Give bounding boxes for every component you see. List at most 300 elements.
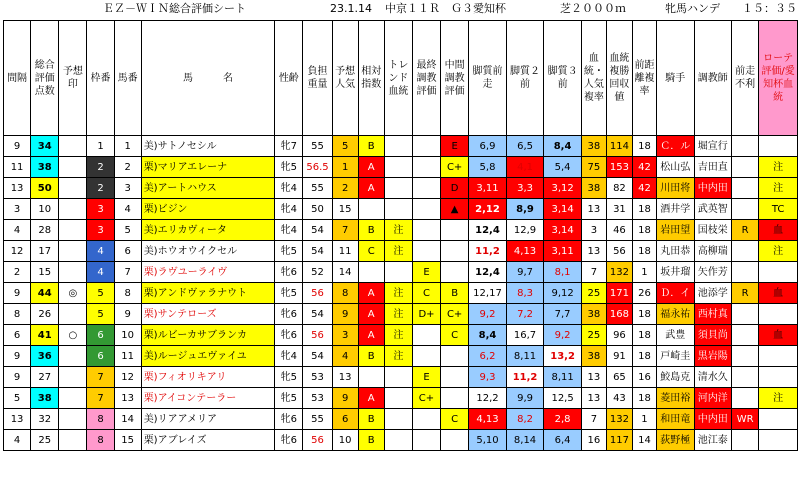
cell-umaban: 5 [114, 220, 141, 241]
cell-trainer: 武英智 [694, 199, 732, 220]
cell-horse: 美)ホウオウイクセル [141, 241, 275, 262]
cell-mark [59, 220, 87, 241]
cell-sexage: 牝4 [275, 199, 303, 220]
cell-rotation [759, 262, 798, 283]
cell-jockey: Ｄ．イ [656, 283, 694, 304]
cell-prev-dist: 18 [632, 199, 656, 220]
cell-blood-ret: 171 [606, 283, 632, 304]
cell-blood-pop: 7 [581, 262, 606, 283]
cell-leg-3: 13,2 [544, 346, 582, 367]
cell-sexage: 牝6 [275, 262, 303, 283]
cell-leg-3: 8,11 [544, 367, 582, 388]
cell-trainer: 河内洋 [694, 388, 732, 409]
cell-rel: A [358, 325, 384, 346]
cell-disadv: R [732, 283, 759, 304]
cell-horse: 栗)サンテローズ [141, 304, 275, 325]
cell-mark [59, 304, 87, 325]
cell-jockey: 酒井学 [656, 199, 694, 220]
cell-jockey: 丸田恭 [656, 241, 694, 262]
cell-pop: 1 [332, 157, 358, 178]
cell-sexage: 牝5 [275, 241, 303, 262]
cell-trend [384, 388, 412, 409]
cell-jockey: 岩田望 [656, 220, 694, 241]
cell-horse: 栗)フィオリキアリ [141, 367, 275, 388]
col-header-mark: 予想印 [59, 21, 87, 136]
cell-trainer: 黒岩陽 [694, 346, 732, 367]
cell-blood-ret: 82 [606, 178, 632, 199]
cell-leg-3: 2,8 [544, 409, 582, 430]
cell-disadv [732, 178, 759, 199]
cell-trend: 注 [384, 220, 412, 241]
cell-leg-3: 3,11 [544, 241, 582, 262]
cell-prev-dist: 1 [632, 262, 656, 283]
cell-blood-pop: 16 [581, 430, 606, 451]
cell-pop: 14 [332, 262, 358, 283]
cell-blood-ret: 46 [606, 220, 632, 241]
cell-jockey: Ｃ．ル [656, 136, 694, 157]
cell-horse: 栗)ルビーカサブランカ [141, 325, 275, 346]
cell-rel: B [358, 220, 384, 241]
horse-row [4, 346, 798, 367]
cell-rel [358, 262, 384, 283]
cell-horse: 美)アートハウス [141, 178, 275, 199]
cell-prev-dist: 18 [632, 220, 656, 241]
cell-leg-prev: 5,10 [469, 430, 507, 451]
cell-weight: 54 [303, 241, 332, 262]
col-header-mid-train: 中間調教評価 [441, 21, 469, 136]
cell-weight: 53 [303, 367, 332, 388]
cell-sexage: 牝6 [275, 409, 303, 430]
cell-rotation: 注 [759, 388, 798, 409]
cell-mid-train [441, 430, 469, 451]
cell-total: 50 [31, 178, 59, 199]
cell-jockey: 荻野極 [656, 430, 694, 451]
cell-umaban: 12 [114, 367, 141, 388]
cell-gap: 6 [4, 325, 31, 346]
cell-umaban: 10 [114, 325, 141, 346]
cell-umaban: 13 [114, 388, 141, 409]
cell-leg-2: 8,3 [506, 283, 544, 304]
cell-leg-3: 3,12 [544, 178, 582, 199]
col-header-disadv: 前走不利 [732, 21, 759, 136]
cell-blood-pop: 25 [581, 283, 606, 304]
col-header-umaban: 馬番 [114, 21, 141, 136]
cell-last-train [412, 409, 440, 430]
cell-leg-prev: 12,4 [469, 262, 507, 283]
cell-leg-2: 4,1 [506, 157, 544, 178]
cell-rotation [759, 409, 798, 430]
col-header-prev-dist: 前距離複率 [632, 21, 656, 136]
cell-jockey: 菱田裕 [656, 388, 694, 409]
cell-gap: 5 [4, 388, 31, 409]
cell-leg-2: 9,9 [506, 388, 544, 409]
cell-leg-2: 8,2 [506, 409, 544, 430]
cell-rotation: 血 [759, 325, 798, 346]
col-header-last-train: 最終調教評価 [412, 21, 440, 136]
cell-mid-train: D [441, 178, 469, 199]
cell-waku: 4 [87, 241, 114, 262]
cell-pop: 15 [332, 199, 358, 220]
cell-horse: 栗)アンドヴァラナウト [141, 283, 275, 304]
cell-gap: 9 [4, 136, 31, 157]
cell-last-train: E [412, 367, 440, 388]
cell-total: 41 [31, 325, 59, 346]
cell-leg-prev: 6,9 [469, 136, 507, 157]
cell-sexage: 牝4 [275, 178, 303, 199]
cell-total: 17 [31, 241, 59, 262]
cell-pop: 2 [332, 178, 358, 199]
horse-row [4, 178, 798, 199]
cell-gap: 9 [4, 367, 31, 388]
cell-prev-dist: 18 [632, 346, 656, 367]
cell-leg-prev: 9,2 [469, 304, 507, 325]
horse-row [4, 199, 798, 220]
col-header-pop: 予想人気 [332, 21, 358, 136]
cell-leg-3: 12,5 [544, 388, 582, 409]
cell-rel: A [358, 388, 384, 409]
cell-trainer: 吉田直 [694, 157, 732, 178]
cell-mid-train [441, 262, 469, 283]
cell-prev-dist: 42 [632, 178, 656, 199]
col-header-gap: 間隔 [4, 21, 31, 136]
cell-leg-3: 9,2 [544, 325, 582, 346]
cell-prev-dist: 18 [632, 241, 656, 262]
cell-rel [358, 367, 384, 388]
col-header-leg-3: 脚質３前 [544, 21, 582, 136]
cell-last-train [412, 136, 440, 157]
horse-row [4, 136, 798, 157]
cell-mid-train: E [441, 136, 469, 157]
cell-pop: 13 [332, 367, 358, 388]
cell-leg-prev: 6,2 [469, 346, 507, 367]
cell-total: 32 [31, 409, 59, 430]
cell-trainer: 堀宣行 [694, 136, 732, 157]
cell-blood-ret: 153 [606, 157, 632, 178]
cell-prev-dist: 18 [632, 388, 656, 409]
cell-leg-2: 4,13 [506, 241, 544, 262]
cell-sexage: 牝6 [275, 325, 303, 346]
cell-disadv [732, 367, 759, 388]
cell-last-train [412, 241, 440, 262]
cell-trend [384, 136, 412, 157]
cell-umaban: 15 [114, 430, 141, 451]
col-header-sexage: 性齢 [275, 21, 303, 136]
cell-waku: 6 [87, 325, 114, 346]
cell-trainer: 池添学 [694, 283, 732, 304]
cell-trainer: 国枝栄 [694, 220, 732, 241]
col-header-trend: トレンド血統 [384, 21, 412, 136]
cell-leg-2: 16,7 [506, 325, 544, 346]
cell-disadv: R [732, 220, 759, 241]
cell-weight: 53 [303, 388, 332, 409]
cell-pop: 6 [332, 409, 358, 430]
cell-rotation: 注 [759, 241, 798, 262]
cell-horse: 栗)アイコンテーラー [141, 388, 275, 409]
horse-row [4, 367, 798, 388]
cell-waku: 4 [87, 262, 114, 283]
col-header-leg-prev: 脚質前走 [469, 21, 507, 136]
cell-trainer: 西村真 [694, 304, 732, 325]
cell-gap: 13 [4, 178, 31, 199]
cell-umaban: 3 [114, 178, 141, 199]
cell-weight: 55 [303, 409, 332, 430]
cell-mark [59, 199, 87, 220]
cell-trainer: 須貝尚 [694, 325, 732, 346]
cell-leg-3: 8,4 [544, 136, 582, 157]
cell-rel [358, 199, 384, 220]
cell-trend [384, 262, 412, 283]
cell-waku: 7 [87, 388, 114, 409]
cell-leg-3: 5,4 [544, 157, 582, 178]
cell-leg-2: 8,9 [506, 199, 544, 220]
cell-blood-pop: 38 [581, 136, 606, 157]
cell-weight: 56 [303, 325, 332, 346]
cell-leg-prev: 2,12 [469, 199, 507, 220]
cell-pop: 3 [332, 325, 358, 346]
cell-weight: 55 [303, 178, 332, 199]
cell-trend [384, 178, 412, 199]
cell-rotation [759, 136, 798, 157]
cell-mid-train [441, 367, 469, 388]
cell-blood-pop: 75 [581, 157, 606, 178]
cell-weight: 54 [303, 304, 332, 325]
cell-disadv [732, 346, 759, 367]
cell-rotation: 血 [759, 283, 798, 304]
cell-rel: A [358, 178, 384, 199]
cell-horse: 栗)マリアエレーナ [141, 157, 275, 178]
cell-leg-prev: 3,11 [469, 178, 507, 199]
cell-rel: A [358, 304, 384, 325]
cell-last-train: D+ [412, 304, 440, 325]
cell-leg-2: 11,2 [506, 367, 544, 388]
cell-sexage: 牝5 [275, 157, 303, 178]
cell-last-train [412, 346, 440, 367]
cell-jockey: 鮫島克 [656, 367, 694, 388]
cell-leg-3: 3,14 [544, 199, 582, 220]
cell-waku: 8 [87, 430, 114, 451]
cell-gap: 3 [4, 199, 31, 220]
cell-leg-prev: 9,3 [469, 367, 507, 388]
cell-waku: 5 [87, 304, 114, 325]
cell-weight: 54 [303, 220, 332, 241]
cell-rotation: TC [759, 199, 798, 220]
cell-leg-prev: 12,2 [469, 388, 507, 409]
cell-last-train: E [412, 262, 440, 283]
cell-prev-dist: 18 [632, 325, 656, 346]
sheet-title: ＥＺ－ＷＩＮ総合評価シート [103, 2, 246, 15]
horse-row [4, 430, 798, 451]
cell-jockey: 松山弘 [656, 157, 694, 178]
cell-blood-pop: 13 [581, 199, 606, 220]
cell-trend [384, 409, 412, 430]
col-header-rel: 相対指数 [358, 21, 384, 136]
cell-mark [59, 409, 87, 430]
cell-horse: 栗)ラヴユーライヴ [141, 262, 275, 283]
horse-row [4, 283, 798, 304]
cell-trend [384, 367, 412, 388]
cell-horse: 栗)アブレイズ [141, 430, 275, 451]
cell-blood-ret: 31 [606, 199, 632, 220]
cell-mid-train: C+ [441, 157, 469, 178]
cell-horse: 美)リアアメリア [141, 409, 275, 430]
cell-leg-2: 6,5 [506, 136, 544, 157]
col-header-blood-pop: 血統・人気複率 [581, 21, 606, 136]
cell-prev-dist: 26 [632, 283, 656, 304]
cell-jockey: 福永祐 [656, 304, 694, 325]
cell-blood-ret: 117 [606, 430, 632, 451]
horse-row [4, 409, 798, 430]
cell-rotation [759, 430, 798, 451]
cell-last-train [412, 325, 440, 346]
cell-trend: 注 [384, 304, 412, 325]
cell-disadv [732, 241, 759, 262]
cell-mark [59, 346, 87, 367]
cell-mid-train [441, 346, 469, 367]
cell-mid-train: ▲ [441, 199, 469, 220]
cell-rotation [759, 346, 798, 367]
cell-waku: 7 [87, 367, 114, 388]
cell-jockey: 坂井瑠 [656, 262, 694, 283]
cell-leg-3: 3,14 [544, 220, 582, 241]
cell-waku: 6 [87, 346, 114, 367]
cell-pop: 5 [332, 136, 358, 157]
cell-waku: 3 [87, 199, 114, 220]
cell-prev-dist: 16 [632, 367, 656, 388]
cell-trend: 注 [384, 241, 412, 262]
cell-leg-2: 8,14 [506, 430, 544, 451]
cell-sexage: 牝4 [275, 220, 303, 241]
cell-rel: B [358, 430, 384, 451]
horse-row [4, 220, 798, 241]
cell-mark [59, 136, 87, 157]
cell-waku: 8 [87, 409, 114, 430]
cell-total: 44 [31, 283, 59, 304]
evaluation-table [3, 20, 798, 451]
cell-rel: A [358, 157, 384, 178]
cell-blood-pop: 3 [581, 220, 606, 241]
cell-total: 26 [31, 304, 59, 325]
cell-rotation: 血 [759, 220, 798, 241]
post-time: １５：３５ [742, 2, 797, 15]
cell-gap: 9 [4, 346, 31, 367]
cell-trainer: 中内田 [694, 178, 732, 199]
cell-mid-train [441, 388, 469, 409]
cell-weight: 56 [303, 430, 332, 451]
header-row [4, 21, 798, 136]
cell-disadv [732, 388, 759, 409]
cell-blood-pop: 38 [581, 178, 606, 199]
cell-rel: A [358, 283, 384, 304]
cell-trend: 注 [384, 283, 412, 304]
cell-trainer: 池江泰 [694, 430, 732, 451]
cell-disadv [732, 304, 759, 325]
cell-leg-3: 9,12 [544, 283, 582, 304]
cell-total: 28 [31, 220, 59, 241]
cell-umaban: 9 [114, 304, 141, 325]
cell-umaban: 4 [114, 199, 141, 220]
cell-sexage: 牝5 [275, 367, 303, 388]
cell-disadv [732, 430, 759, 451]
cell-waku: 5 [87, 283, 114, 304]
cell-sexage: 牝6 [275, 430, 303, 451]
cell-umaban: 6 [114, 241, 141, 262]
cell-mark [59, 241, 87, 262]
cell-gap: 4 [4, 430, 31, 451]
race-date: 23.1.14 [330, 2, 372, 15]
cell-weight: 54 [303, 346, 332, 367]
cell-last-train [412, 430, 440, 451]
cell-horse: 美)ルージュエヴァイユ [141, 346, 275, 367]
cell-waku: 3 [87, 220, 114, 241]
cell-sexage: 牝4 [275, 346, 303, 367]
cell-mark: ○ [59, 325, 87, 346]
horse-row [4, 262, 798, 283]
cell-blood-pop: 13 [581, 241, 606, 262]
cell-trainer: 矢作芳 [694, 262, 732, 283]
cell-total: 15 [31, 262, 59, 283]
cell-leg-prev: 12,4 [469, 220, 507, 241]
cell-total: 27 [31, 367, 59, 388]
cell-rotation [759, 304, 798, 325]
cell-prev-dist: 1 [632, 409, 656, 430]
cell-rotation: 注 [759, 157, 798, 178]
cell-blood-pop: 38 [581, 346, 606, 367]
cell-horse: 栗)ビジン [141, 199, 275, 220]
cell-mark [59, 262, 87, 283]
cell-leg-prev: 12,17 [469, 283, 507, 304]
cell-pop: 7 [332, 220, 358, 241]
cell-prev-dist: 42 [632, 157, 656, 178]
cell-trend: 注 [384, 346, 412, 367]
cell-pop: 9 [332, 304, 358, 325]
cell-rotation [759, 367, 798, 388]
cell-weight: 56.5 [303, 157, 332, 178]
cell-horse: 美)エリカヴィータ [141, 220, 275, 241]
cell-mid-train: C [441, 409, 469, 430]
cell-pop: 11 [332, 241, 358, 262]
cell-blood-ret: 132 [606, 409, 632, 430]
cell-blood-pop: 25 [581, 325, 606, 346]
cell-disadv [732, 262, 759, 283]
cell-blood-ret: 132 [606, 262, 632, 283]
cell-trend [384, 430, 412, 451]
cell-blood-ret: 91 [606, 346, 632, 367]
cell-blood-ret: 96 [606, 325, 632, 346]
cell-mark [59, 178, 87, 199]
cell-prev-dist: 14 [632, 430, 656, 451]
cell-pop: 9 [332, 388, 358, 409]
cell-total: 10 [31, 199, 59, 220]
cell-leg-prev: 4,13 [469, 409, 507, 430]
col-header-waku: 枠番 [87, 21, 114, 136]
col-header-trainer: 調教師 [694, 21, 732, 136]
cell-waku: 2 [87, 157, 114, 178]
cell-gap: 13 [4, 409, 31, 430]
cell-blood-pop: 13 [581, 388, 606, 409]
cell-gap: 9 [4, 283, 31, 304]
cell-last-train: C+ [412, 388, 440, 409]
cell-rel: B [358, 409, 384, 430]
horse-row [4, 388, 798, 409]
cell-umaban: 11 [114, 346, 141, 367]
cell-weight: 56 [303, 283, 332, 304]
cell-trend [384, 157, 412, 178]
cell-blood-pop: 13 [581, 367, 606, 388]
cell-trainer: 中内田 [694, 409, 732, 430]
cell-blood-pop: 38 [581, 304, 606, 325]
cell-disadv: WR [732, 409, 759, 430]
cell-jockey: 武豊 [656, 325, 694, 346]
